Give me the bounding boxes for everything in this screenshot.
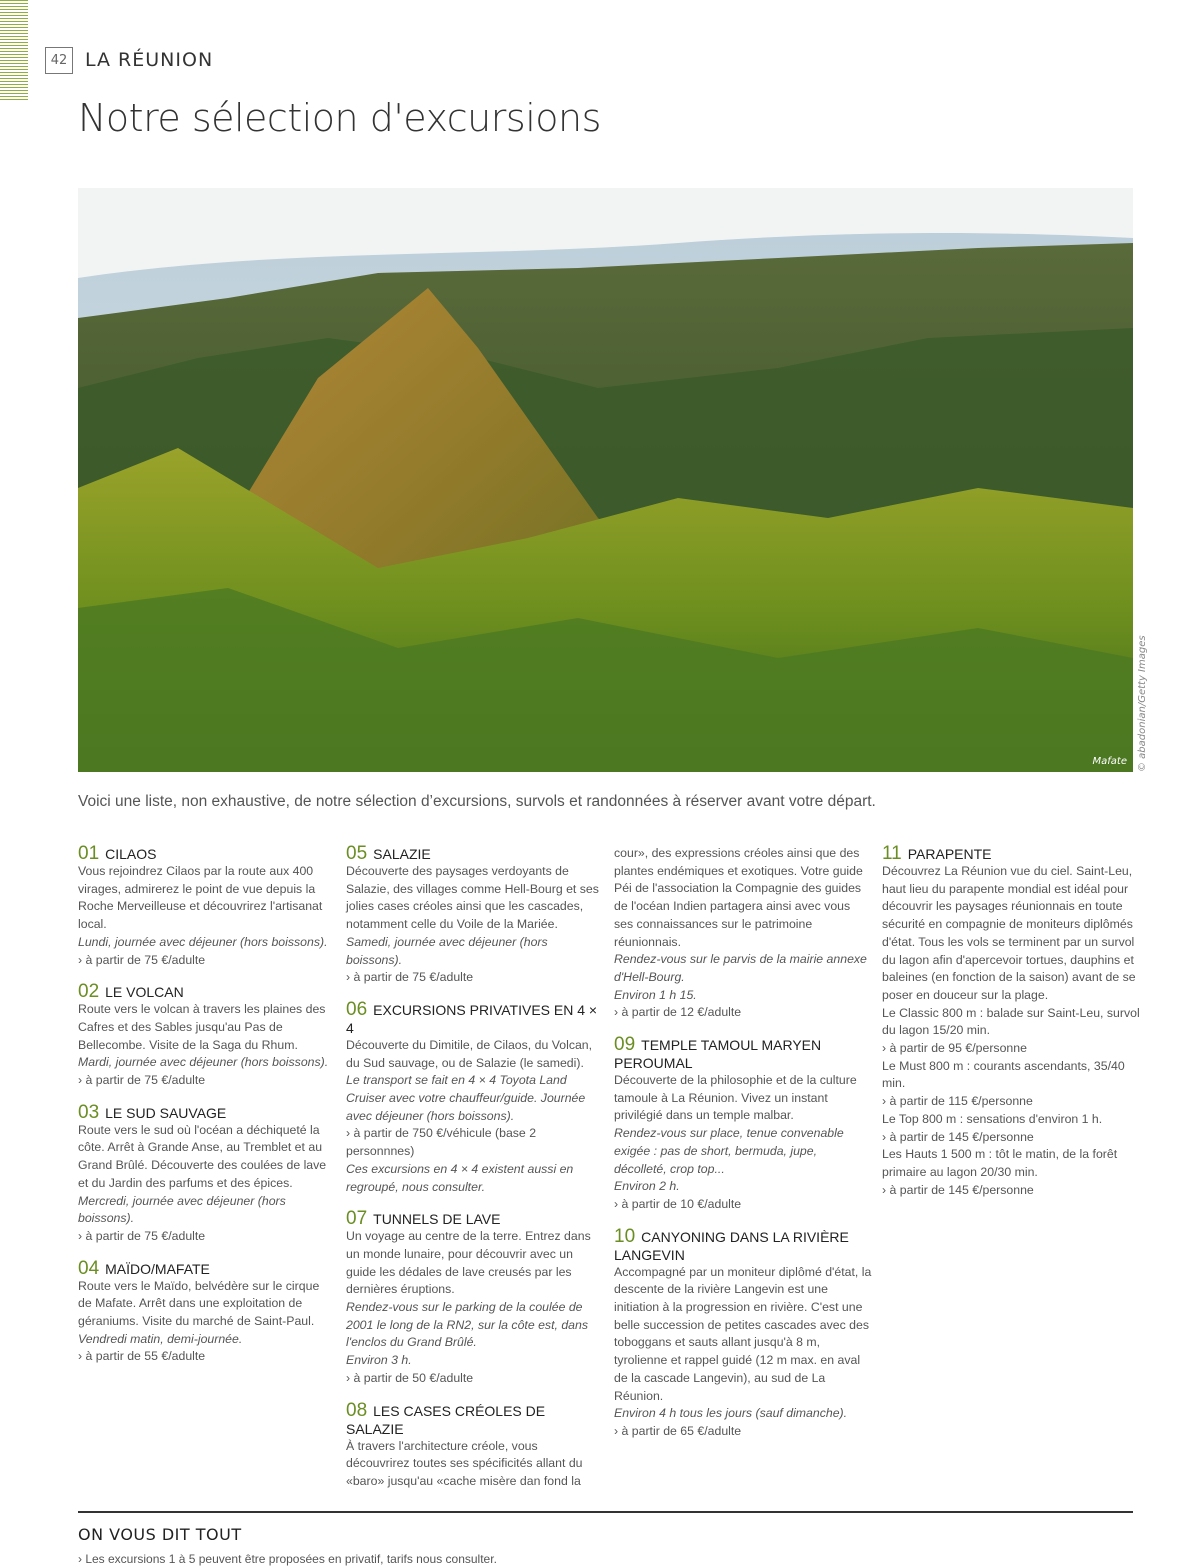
excursion-section <box>346 845 604 987</box>
excursion-price: › à partir de 75 €/adulte <box>78 952 206 967</box>
excursion-note: Ces excursions en 4 × 4 existent aussi en regroupé, nous consulter. <box>346 1161 574 1194</box>
photo-caption: Mafate <box>1092 756 1127 767</box>
excursion-description: Découverte des paysages verdoyants de Salazie, des villages comme Hell-Bourg et ses jolies cases créoles ainsi que les cascades, notamment celle du Voile de la Mariée. <box>346 864 599 932</box>
excursion-number: 02 <box>78 981 100 1003</box>
excursion-heading <box>78 1101 336 1123</box>
excursion-description: Les Hauts 1 500 m : tôt le matin, de la forêt primaire au lagon 20/30 min. <box>882 1147 1118 1179</box>
excursion-note: Environ 1 h 15. <box>614 987 697 1002</box>
excursion-description: Route vers le volcan à travers les plaines des Cafres et des Sables jusqu'au Pas de Bellecombe. Visite de la Saga du Rhum. <box>78 1002 326 1052</box>
excursion-number: 05 <box>346 843 368 864</box>
excursion-description: cour», des expressions créoles ainsi que des plantes endémiques et exotiques. Votre guide Péi de l'association la Compagnie des guides de l'océan Indien partagera ainsi avec vous ses connaissances sur le patrimoine réunionnais. <box>614 846 863 949</box>
excursion-description: Découvrez La Réunion vue du ciel. Saint-Leu, haut lieu du parapente mondial est idéal pour découvrir les paysages réunionnais en toute sécurité en compagnie de moniteurs diplômés d'état. Tous les vols se terminent par un survol du lagon afin d'apercevoir tortues, dauphins et baleines (en fonction de la saison) avant de se poser en douceur sur la plage. <box>882 864 1136 1002</box>
excursion-price: › à partir de 12 €/adulte <box>614 1005 742 1020</box>
excursion-note: Rendez-vous sur place, tenue convenable exigée : pas de short, bermuda, jupe, décolleté, crop top... <box>614 1126 844 1176</box>
page-number: 42 <box>45 47 73 74</box>
excursion-price: › à partir de 750 €/véhicule (base 2 personnnes) <box>346 1126 537 1159</box>
excursion-heading <box>882 845 1140 863</box>
excursion-section <box>614 1225 872 1441</box>
excursion-heading <box>78 1257 336 1279</box>
excursion-heading <box>614 1036 872 1072</box>
excursion-title: LE SUD SAUVAGE <box>105 1104 227 1121</box>
excursion-columns <box>78 843 1140 1505</box>
excursion-price: › à partir de 75 €/adulte <box>78 1228 206 1243</box>
excursion-description: Un voyage au centre de la terre. Entrez dans un monde lunaire, pour découvrir avec un guide les dédales de lave creusés par les dernières éruptions. <box>346 1229 591 1297</box>
main-content <box>78 843 1140 1567</box>
excursion-description: À travers l'architecture créole, vous découvrirez toutes ses spécificités allant du «baro» jusqu'au «cache misère dan fond la <box>346 1438 583 1488</box>
column-1 <box>78 845 336 1505</box>
excursion-section <box>78 983 336 1090</box>
excursion-title: EXCURSIONS PRIVATIVES EN 4 × 4 <box>346 1001 598 1036</box>
excursion-section <box>614 845 872 1022</box>
excursion-heading <box>346 998 604 1037</box>
excursion-number: 08 <box>346 1399 368 1421</box>
excursion-title: TUNNELS DE LAVE <box>373 1211 501 1228</box>
excursion-price: › à partir de 75 €/adulte <box>78 1073 206 1088</box>
excursion-description: Le Top 800 m : sensations d'environ 1 h. <box>882 1111 1103 1126</box>
excursion-number: 10 <box>614 1225 636 1247</box>
excursion-section <box>346 1210 604 1387</box>
excursion-note: Lundi, journée avec déjeuner (hors boissons). <box>78 934 328 949</box>
excursion-note: Vendredi matin, demi-journée. <box>78 1331 243 1346</box>
intro-text: Voici une liste, non exhaustive, de notre sélection d’excursions, survols et randonnées à réserver avant votre départ. <box>78 793 876 810</box>
excursion-note: Environ 3 h. <box>346 1353 412 1368</box>
page-title: Notre sélection d'excursions <box>78 96 601 140</box>
excursion-description: Vous rejoindrez Cilaos par la route aux 400 virages, admirerez le point de vue depuis la Roche Merveilleuse et découvrirez l'artisanat local. <box>78 864 323 932</box>
excursion-number: 01 <box>78 843 100 864</box>
excursion-price: › à partir de 65 €/adulte <box>614 1423 742 1438</box>
excursion-number: 04 <box>78 1257 100 1279</box>
excursion-title: CILAOS <box>105 846 157 862</box>
excursion-description: Route vers le sud où l'océan a déchiqueté la côte. Arrêt à Grande Anse, au Tremblet et au Grand Brûlé. Découverte des coulées de lave et du Jardin des parfums et des épices. <box>78 1122 327 1190</box>
excursion-description: Découverte de la philosophie et de la culture tamoule à La Réunion. Vivez un instant privilégié dans un temple malbar. <box>614 1073 857 1123</box>
excursion-note: Rendez-vous sur le parvis de la mairie annexe d'Hell-Bourg. <box>614 952 867 984</box>
excursion-number: 07 <box>346 1208 368 1230</box>
excursion-price: › à partir de 55 €/adulte <box>78 1349 206 1364</box>
excursion-note: Le transport se fait en 4 × 4 Toyota Land Cruiser avec votre chauffeur/guide. Journée avec déjeuner (hors boissons). <box>346 1073 586 1123</box>
excursion-heading <box>346 845 604 863</box>
excursion-heading <box>78 845 336 863</box>
excursion-description: Le Classic 800 m : balade sur Saint-Leu, survol du lagon 15/20 min. <box>882 1005 1140 1038</box>
excursion-number: 09 <box>614 1034 636 1056</box>
excursion-number: 06 <box>346 998 368 1020</box>
excursion-price: › à partir de 75 €/adulte <box>346 970 474 985</box>
excursion-section <box>78 1257 336 1367</box>
excursion-title: LES CASES CRÉOLES DE SALAZIE <box>346 1402 546 1437</box>
excursion-note: Environ 2 h. <box>614 1179 680 1194</box>
excursion-price: › à partir de 145 €/personne <box>882 1129 1034 1144</box>
excursion-price: › à partir de 95 €/personne <box>882 1041 1027 1056</box>
excursion-number: 11 <box>882 843 902 864</box>
excursion-section <box>346 1399 604 1491</box>
excursion-heading <box>614 1225 872 1264</box>
excursion-section <box>346 998 604 1196</box>
excursion-section <box>614 1036 872 1214</box>
footer-title: ON VOUS DIT TOUT <box>78 1524 242 1544</box>
excursion-note: Mercredi, journée avec déjeuner (hors boissons). <box>78 1193 286 1226</box>
excursion-description: Le Must 800 m : courants ascendants, 35/40 min. <box>882 1058 1125 1091</box>
excursion-section <box>78 845 336 969</box>
excursion-price: › à partir de 50 €/adulte <box>346 1370 474 1385</box>
footer-text: › Les excursions 1 à 5 peuvent être proposées en privatif, tarifs nous consulter. <box>78 1551 497 1566</box>
excursion-title: PARAPENTE <box>907 846 992 862</box>
excursion-title: LE VOLCAN <box>105 984 184 1001</box>
section-label: LA RÉUNION <box>85 49 214 71</box>
column-3 <box>614 845 872 1505</box>
mafate-landscape-photo <box>78 188 1133 772</box>
excursion-description: Découverte du Dimitile, de Cilaos, du Volcan, du Sud sauvage, ou de Salazie (le samedi). <box>346 1037 593 1070</box>
excursion-title: SALAZIE <box>373 846 431 862</box>
excursion-title: CANYONING DANS LA RIVIÈRE LANGEVIN <box>614 1228 849 1263</box>
excursion-note: Rendez-vous sur le parking de la coulée de 2001 le long de la RN2, sur la côte est, dans l'enclos du Grand Brûlé. <box>346 1300 588 1350</box>
decorative-stripes <box>0 0 28 100</box>
excursion-section <box>882 845 1140 1199</box>
photo-credit: © abadonian/Getty Images <box>1137 635 1148 772</box>
excursion-heading <box>78 983 336 1001</box>
excursion-heading <box>346 1210 604 1228</box>
excursion-heading <box>346 1399 604 1438</box>
excursion-note: Mardi, journée avec déjeuner (hors boissons). <box>78 1055 329 1070</box>
column-4 <box>882 845 1140 1505</box>
excursion-price: › à partir de 115 €/personne <box>882 1094 1033 1109</box>
excursion-section <box>78 1101 336 1246</box>
excursion-price: › à partir de 145 €/personne <box>882 1182 1034 1197</box>
excursion-title: TEMPLE TAMOUL MARYEN PEROUMAL <box>614 1037 822 1072</box>
column-2 <box>346 845 604 1505</box>
excursion-title: MAÏDO/MAFATE <box>105 1260 210 1277</box>
excursion-note: Samedi, journée avec déjeuner (hors boissons). <box>346 934 548 967</box>
excursion-description: Accompagné par un moniteur diplômé d'état, la descente de la rivière Langevin est une initiation à la progression en rivière. C'est une belle succession de petites cascades avec des toboggans et sauts allant jusqu'à 8 m, tyrolienne et rappel guidé (12 m max. en aval de la cascade Langevin), au sud de La Réunion. <box>614 1264 872 1403</box>
excursion-note: Environ 4 h tous les jours (sauf dimanche). <box>614 1406 848 1421</box>
excursion-number: 03 <box>78 1101 100 1123</box>
divider <box>78 1511 1133 1513</box>
excursion-price: › à partir de 10 €/adulte <box>614 1196 742 1211</box>
excursion-description: Route vers le Maïdo, belvédère sur le cirque de Mafate. Arrêt dans une exploitation de géraniums. Visite du marché de Saint-Paul. <box>78 1278 320 1329</box>
